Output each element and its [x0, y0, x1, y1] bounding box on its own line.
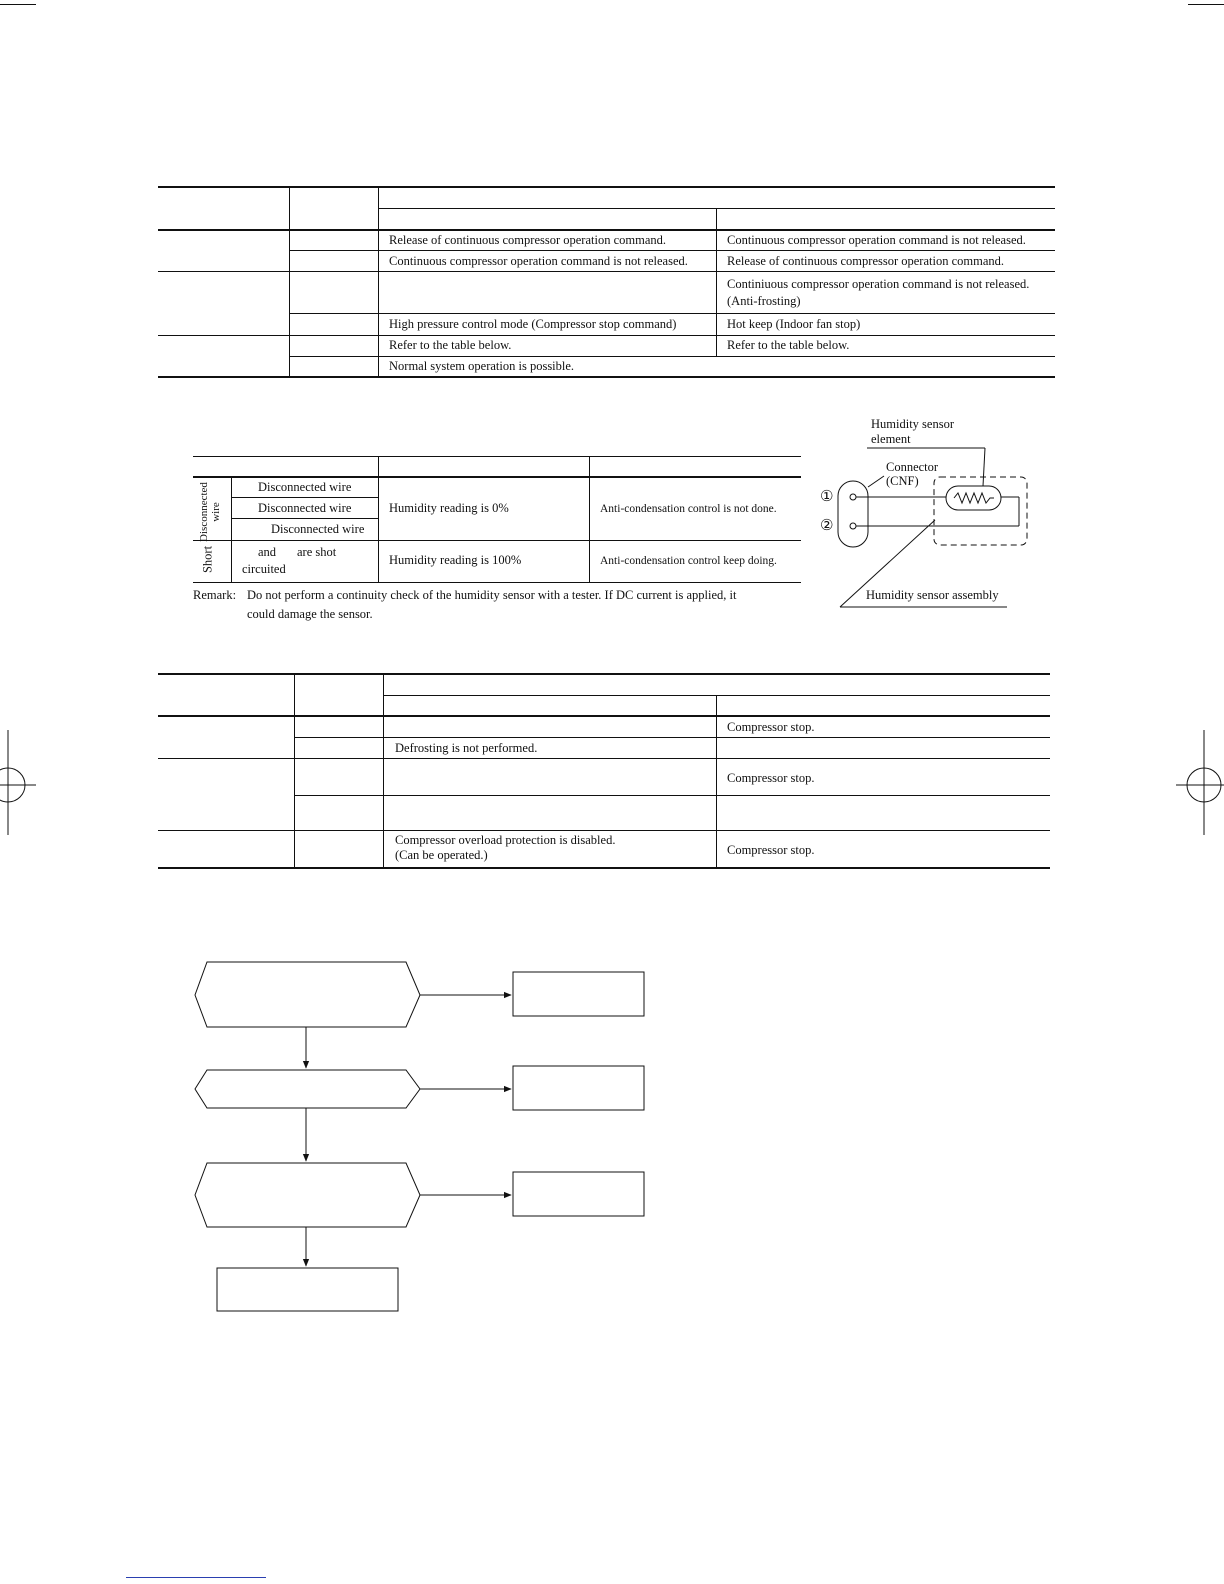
control-disconnected: Anti-condensation control is not done.: [600, 503, 777, 515]
disconnected-row-1: Disconnected wire: [258, 480, 352, 494]
group-label-disconnected: Disconnected wire: [198, 482, 222, 542]
pin-1-label: ①: [820, 487, 834, 505]
table2-row5-heating-note: (Can be operated.): [395, 848, 488, 862]
table1-row1-cooling: Continuous compressor operation command is not released.: [727, 233, 1026, 247]
table1-row4-heating: High pressure control mode (Compressor stop command): [389, 317, 677, 331]
sensor-element-label-2: element: [871, 432, 911, 446]
reading-short: Humidity reading is 100%: [389, 553, 522, 567]
pin-2-label: ②: [820, 516, 834, 534]
table2-row1-cooling: Compressor stop.: [727, 720, 815, 734]
short-circuited: circuited: [242, 562, 286, 576]
remark-label: Remark:: [193, 588, 237, 602]
decision-2: [195, 1070, 420, 1108]
table1-row5-heating: Refer to the table below.: [389, 338, 512, 352]
disconnected-row-2: Disconnected wire: [258, 501, 352, 515]
reading-disconnected: Humidity reading is 0%: [389, 501, 509, 515]
decision-1: [195, 962, 420, 1027]
table2-row5-heating: Compressor overload protection is disabled.: [395, 833, 616, 847]
table1-row1-heating: Release of continuous compressor operation command.: [389, 233, 667, 247]
sensor-assembly-label: Humidity sensor assembly: [866, 588, 999, 602]
sensor-element-label-1: Humidity sensor: [871, 417, 954, 431]
table2-row2-heating: Defrosting is not performed.: [395, 741, 538, 755]
table2-row3-cooling: Compressor stop.: [727, 771, 815, 785]
group-label-short: Short: [200, 545, 215, 574]
short-and: and: [258, 545, 277, 559]
table1-row3-cooling: Continiuous compressor operation command is not released.: [727, 277, 1030, 291]
remark-line-1: Do not perform a continuity check of the humidity sensor with a tester. If DC current is applied, it: [247, 588, 737, 602]
disconnected-row-3: Disconnected wire: [271, 522, 365, 536]
result-box-2: [513, 1066, 644, 1110]
table1-row2-heating: Continuous compressor operation command is not released.: [389, 254, 688, 268]
table1-row6-span: Normal system operation is possible.: [389, 359, 575, 373]
final-box: [217, 1268, 398, 1311]
result-box-1: [513, 972, 644, 1016]
table1-row3-cooling-note: (Anti-frosting): [727, 294, 801, 308]
table2-row5-cooling: Compressor stop.: [727, 843, 815, 857]
decision-3: [195, 1163, 420, 1227]
table1-row5-cooling: Refer to the table below.: [727, 338, 850, 352]
remark-line-2: could damage the sensor.: [247, 607, 373, 621]
short-are-shot: are shot: [297, 545, 337, 559]
control-short: Anti-condensation control keep doing.: [600, 555, 777, 567]
table1-row4-cooling: Hot keep (Indoor fan stop): [727, 317, 861, 331]
result-box-3: [513, 1172, 644, 1216]
connector-label-1: Connector: [886, 460, 939, 474]
table1-row2-cooling: Release of continuous compressor operation command.: [727, 254, 1005, 268]
connector-label-2: (CNF): [886, 474, 919, 488]
